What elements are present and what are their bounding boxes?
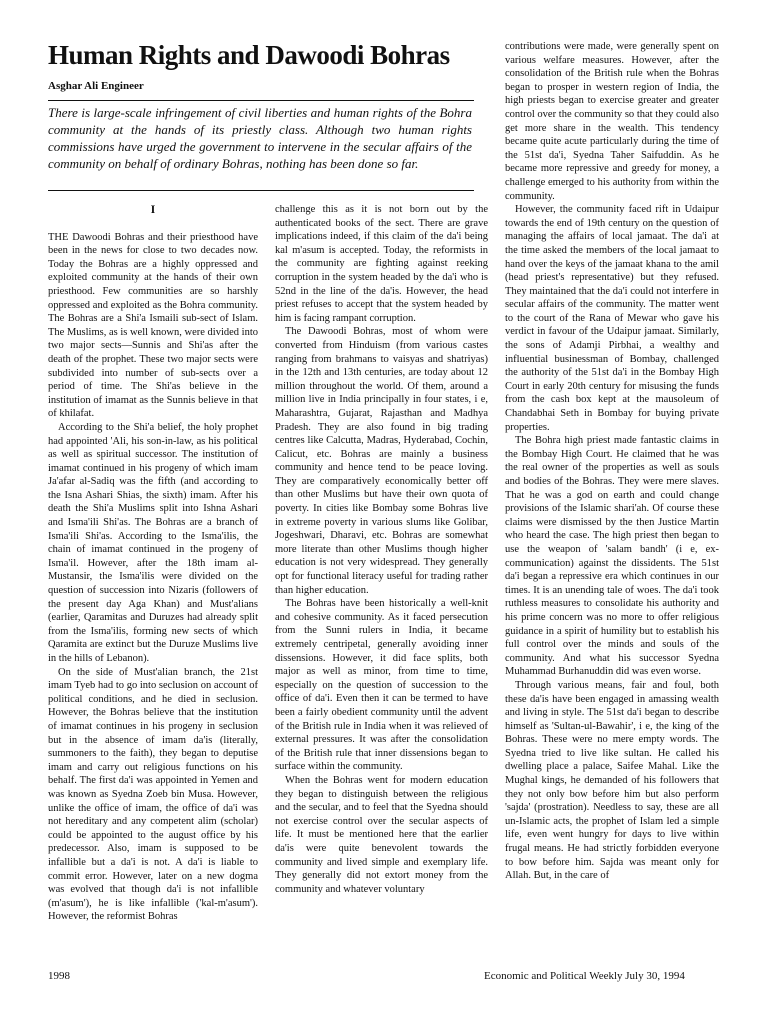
author-name: Asghar Ali Engineer (48, 80, 144, 92)
paragraph: According to the Shi'a belief, the holy prophet had appointed 'Ali, his son-in-law, as his political as well as spiritual successor. The institution of imamat continued in his progeny of which imam Ja'afar al-Sadiq was the fifth (and according to the Isna Ashari Shias, the sixth) imam. After his death the Shi'a Muslims split into Ishna Ashari and Isma'ili Shi'as. The Bohras are a branch of Isma'ili Shi'as. According to the Isma'ilis, the chain of imamat continued in the progeny of Isma'il. However, after the 18th imam al-Mustansir, the Isma'ilis were divided on the question of succession into Nizaris (followers of the present day Aga Khan) and Must'alians (earlier, Qaramitas and Duruzes had already split from the Isma'ilis, forming new sects of which Qaramita are extinct but the Duruze Muslims live in the hills of Lebanon). (48, 421, 258, 664)
paragraph: The Bohras have been historically a well-knit and cohesive community. As it faced persecution from the Sunni rulers in India, it became extremely centripetal, generally avoiding inner dissensions. However, it did face splits, both major as well as minor, from time to time, especially on the question of succession to the office of da'i. Even then it can be termed to have been a fairly obedient community until the advent of the British rule in India when it was relieved of external pressures. It was after the consolidation of the British rule that inner dissensions began to surface within the community. (275, 598, 488, 773)
paragraph: challenge this as it is not born out by the authenticated books of the sect. There are grave implications indeed, if this claim of the da'i being kal m'asum is accepted. Today, the reformists in the community are fighting against reeking corruption in the system headed by the da'i who is 52nd in the line of the da'is. However, the head priest refuses to accept that the system headed by him is facing rampant corruption. (275, 204, 488, 324)
body-column-3 (505, 40, 719, 958)
body-column-1 (48, 203, 258, 958)
paragraph: However, the community faced rift in Udaipur towards the end of 19th century on the question of managing the affairs of local jamaat. The da'i at the time asked the members of the local jamaat to hand over the keys of the jamaat khana to the amil (head priest's representative) but they refused. They maintained that the da'i could not interfere in secular affairs of the community. The matter went to the court of the Rana of Mewar who gave his verdict in favour of the Udaipur jamaat. Similarly, the sons of Adamji Pirbhai, a wealthy and influential businessman of Bombay, challenged the authority of the 51st da'i in the Bombay High Court in early 20th century for misusing the funds from the cash box kept at the mausoleum of Chandabhai Seth in Bombay for buying private properties. (505, 204, 719, 433)
article-abstract: There is large-scale infringement of civil liberties and human rights of the Bohra community at the hands of its priestly class. Although two human rights commissions have urged the government to intervene in the secular affairs of the community on behalf of ordinary Bohras, nothing has been done so far. (48, 105, 472, 171)
paragraph: On the side of Must'alian branch, the 21st imam Tyeb had to go into seclusion on account of political conditions, and he died in seclusion. However, the Bohras believe that the institution of imamat continues in his progeny in seclusion but in the absence of imam da'is (literally, summoners to the faith), they began to deputise imam and carry out religious functions on his behalf. The first da'i was appointed in Yemen and was known as Syedna Zoeb bin Musa. However, unlike the office of imam, the office of da'i was not hereditary and any competent alim (scholar) could be appointed to the august office by his predecessor. Also, imam is supposed to be infallible but a da'i is not. A da'i is liable to commit error. However, later on a new dogma was evolved that though da'i is not infallible (m'asum'), he is like infallible ('kal-m'asum'). However, the reformist Bohras (48, 666, 258, 923)
paragraph: contributions were made, were generally spent on various welfare measures. However, after the consolidation of the British rule when the Bohras began to prosper in western region of India, the high priests began to exercise greater and greater control over the community so that they could also get more share in the wealth. This tendency became quite acute particularly during the time of the 51st da'i, Syedna Taher Saifuddin. As he became more repressive and greedy for money, a challenge emerged to his authority from within the community. (505, 41, 719, 202)
abstract-bottom-rule (48, 190, 474, 191)
paragraph: Through various means, fair and foul, both these da'is have been engaged in amassing wealth and living in style. The 51st da'i began to describe himself as 'Sultan-ul-Bawahir', i e, the king of the Bohras. These were no mere empty words. The Syedna tried to live like sultan. He called his dwelling place a palace, Saifee Mahal. Like the Mughal kings, he demanded of his followers that they not only bow before him but also perform 'sajda' (prostration). Needless to say, these are all un-Islamic acts, the prophet of Islam led a simple life, even went hungry for days to live within frugal means. He had strictly forbidden everyone to bow before him. Sajda was meant only for Allah. But, in the care of (505, 679, 719, 882)
paragraph: The Dawoodi Bohras, most of whom were converted from Hinduism (from various castes ranging from brahmans to vaisyas and shatriyas) in the 12th and 13th centuries, are today about 12 million throughout the world. Of them, around a million live in India principally in four states, i e, Maharashtra, Gujarat, Rajasthan and Madhya Pradesh. They are also found in big trading centres like Calcutta, Madras, Hyderabad, Cochin, Calicut, etc. Bohras are mainly a business community and hence tend to be peace loving. They are comparatively economically better off than other Muslims but have their own quota of poverty. In cities like Bombay some Bohras live in extreme poverty in various slums like Golibar, Jogeshwari, Dharavi, etc. Bohras are somewhat more literate than other Muslims though higher education is not very widespread. They generally opt for functional literacy useful for trading rather than higher education. (275, 326, 488, 596)
section-heading: I (150, 203, 156, 216)
page-number: 1998 (48, 970, 70, 982)
paragraph: When the Bohras went for modern education they began to distinguish between the religious and the secular, and to feel that the Syedna should not exercise control over the secular aspects of life. It must be mentioned here that the earlier da'is were quite benevolent towards the community and lived simple and exemplary life. They generally did not extort money from the community and whatever voluntary (275, 774, 488, 895)
article-title: Human Rights and Dawoodi Bohras (48, 40, 450, 70)
abstract-top-rule (48, 100, 474, 101)
body-column-2 (275, 203, 488, 958)
paragraph: THE Dawoodi Bohras and their priesthood have been in the news for close to two decades now. Today the Bohras are a highly oppressed and exploited community at the hands of their own priesthood. Few communities are so harshly oppressed and exploited as the Bohra community. The Bohras are a Shi'a Ismaili sub-sect of Islam. The Muslims, as is well known, were divided into two major sects—Sunnis and Shi'as after the death of the prophet. These two major sects were subdivided into number of sub-sects over a period of time. The Shi'as believe in the institution of imamat as the Sunnis believe in that of khilafat. (48, 231, 258, 420)
journal-footer: Economic and Political Weekly July 30, 1994 (484, 970, 685, 982)
paragraph: The Bohra high priest made fantastic claims in the Bombay High Court. He claimed that he was the real owner of the properties as well as souls and bodies of the Bohras. They were mere slaves. That he was a god on earth and could change provisions of the Islamic shari'ah. Of course these claims were dismissed by the then Justice Martin who heard the case. The high priest then began to use the weapon of 'salam bandh' (i e, ex-communication) against the dissidents. The 51st da'i began a repressive era which continues in our times. It is an unending tale of woes. The da'i took ruthless measures to consolidate his authority and his prime concern was no more to offer religious guidance in a spirit of humility but to establish his full control over the minds and souls of the community. And what his successor Syedna Muhammad Burhanuddin did was even worse. (505, 435, 719, 678)
